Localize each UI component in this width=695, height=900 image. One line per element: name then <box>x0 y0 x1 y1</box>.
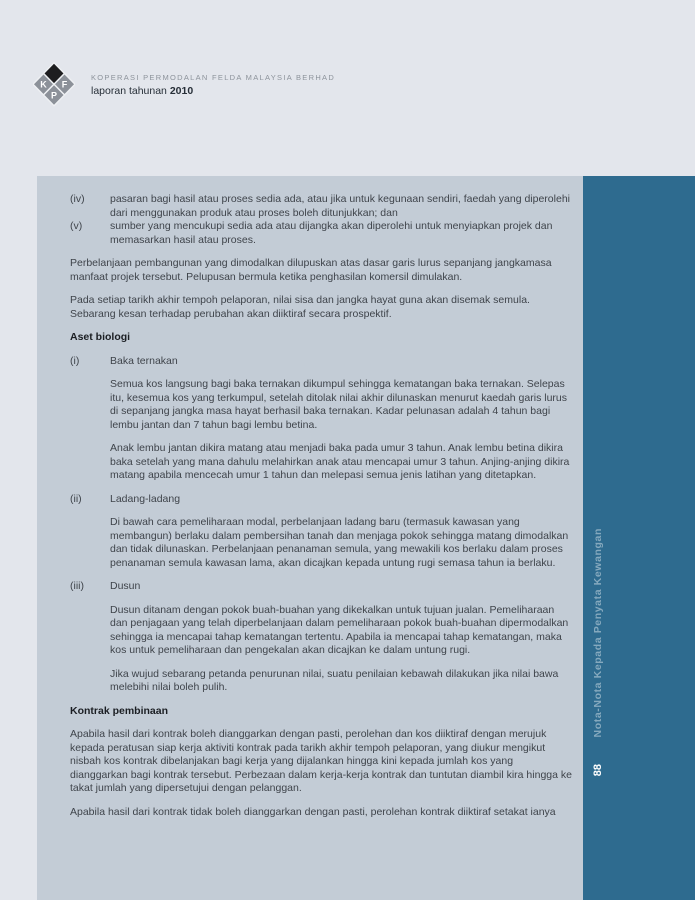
paragraph: Di bawah cara pemeliharaan modal, perbelanjaan ladang baru (termasuk kawasan yang membangun) berlaku dalam pembersihan tanah dan menjaga pokok sehingga matang dimodalkan dan tidak dilunaskan. Perbelanjaan penanaman semula, yang mewakili kos berlaku dalam proses penanaman semula kawasan lama, akan dicajkan kepada untung rugi semasa tahun ia berlaku. <box>110 516 569 569</box>
paragraph: Perbelanjaan pembangunan yang dimodalkan dilupuskan atas dasar garis lurus sepanjang jangkamasa manfaat projek tersebut. Pelupusan bermula ketika penghasilan komersil dimulakan. <box>70 257 552 283</box>
subsection-body <box>70 516 572 570</box>
list-item <box>70 193 572 220</box>
subsection-marker: (ii) <box>70 492 82 505</box>
logo-letter-p: P <box>50 90 58 101</box>
subsection-body <box>70 378 572 483</box>
section-heading-kontrak-pembinaan: Kontrak pembinaan <box>70 704 169 717</box>
paragraph: Semua kos langsung bagi baka ternakan dikumpul sehingga kematangan baka ternakan. Selepas itu, kesemua kos yang terkumpul, setelah ditolak nilai akhir dilunaskan menurut kaedah garis lurus di sepanjang jangka masa hayat berhasil baka ternakan. Kadar pelunasan adalah 4 tahun bagi lembu jantan dan 7 tahun bagi lembu betina. <box>110 378 567 431</box>
paragraph: Pada setiap tarikh akhir tempoh pelaporan, nilai sisa dan jangka hayat guna akan disemak semula. Sebarang kesan terhadap perubahan akan diiktiraf secara prospektif. <box>70 294 530 320</box>
subsection-title: Ladang-ladang <box>110 492 181 505</box>
page-header <box>33 62 335 108</box>
content-panel <box>37 176 583 900</box>
list-item <box>70 220 572 247</box>
subsection-title: Dusun <box>110 580 141 592</box>
logo-letter-f: F <box>61 79 68 90</box>
subsection-ladang-ladang <box>70 493 572 571</box>
subsection-marker: (iii) <box>70 580 84 592</box>
report-title <box>91 85 335 97</box>
numbered-list <box>70 193 572 247</box>
list-item-text: pasaran bagi hasil atau proses sedia ada, atau jika untuk kegunaan sendiri, faedah yang diperolehi dari menggunakan produk atau proses boleh ditunjukkan; dan <box>110 193 570 219</box>
kpf-logo-icon <box>33 62 75 108</box>
paragraph: Jika wujud sebarang petanda penurunan nilai, suatu penilaian kebawah dilakukan jika nilai bawa melebihi nilai boleh pulih. <box>110 667 559 693</box>
subsection-body <box>70 604 572 695</box>
paragraph: Anak lembu jantan dikira matang atau menjadi baka pada umur 3 tahun. Anak lembu betina dikira baka setelah yang mana dahulu melahirkan anak atau mencapai umur 3 tahun. Anjing-anjing dikira matang apabila mencecah umur 1 tahun dan melepasi semua jenis latihan yang ditetapkan. <box>110 442 570 481</box>
company-name: KOPERASI PERMODALAN FELDA MALAYSIA BERHAD <box>91 73 336 82</box>
page-number: 88 <box>592 763 604 776</box>
header-text <box>91 73 335 97</box>
list-marker: (v) <box>70 220 83 232</box>
subsection-baka-ternakan <box>70 355 572 483</box>
subsection-title-row <box>70 493 572 507</box>
paragraph: Apabila hasil dari kontrak tidak boleh dianggarkan dengan pasti, perolehan kontrak diiktiraf setakat ianya <box>70 805 556 818</box>
side-tab <box>583 176 695 900</box>
subsection-title: Baka ternakan <box>110 354 178 367</box>
vertical-section-label: Nota-Nota Kepada Penyata Kewangan <box>592 527 604 737</box>
subsection-title-row <box>70 355 572 369</box>
report-year: 2010 <box>169 85 194 97</box>
list-marker: (iv) <box>70 193 85 205</box>
subsection-dusun <box>70 580 572 695</box>
logo-letter-k: K <box>40 79 47 90</box>
section-heading-aset-biologi: Aset biologi <box>70 331 131 343</box>
paragraph: Apabila hasil dari kontrak boleh dianggarkan dengan pasti, perolehan dan kos diiktiraf dengan merujuk kepada peratusan siap kerja aktiviti kontrak pada tarikh akhir tempoh pelaporan, yang diukur mengikut nisbah kos kontrak dibelanjakan bagi kerja yang dijalankan hingga kini kepada jumlah kos yang dianggarkan bagi kontrak tersebut. Perbezaan dalam kerja-kerja kontrak dan tuntutan diambil kira hingga ke takat jumlah yang dipersetujui dengan pelanggan. <box>70 728 572 794</box>
subsection-title-row <box>70 580 572 594</box>
paragraph: Dusun ditanam dengan pokok buah-buahan yang dikekalkan untuk tujuan jualan. Pemeliharaan dan penjagaan yang telah diperbelanjaan dalam pemeliharaan pokok buah-buahan dipermodalkan sehingga ia mencapai tahap kematangan tertentu. Apabila ia mencapai tahap kematangan, maka kos untuk pemeliharaan dan pengekalan akan dicajkan ke dalam untung rugi. <box>110 603 569 656</box>
list-item-text: sumber yang mencukupi sedia ada atau dijangka akan diperolehi untuk menyiapkan projek dan memasarkan hasil atau proses. <box>110 220 553 246</box>
report-title-text: laporan tahunan <box>91 85 170 97</box>
subsection-marker: (i) <box>70 354 80 367</box>
